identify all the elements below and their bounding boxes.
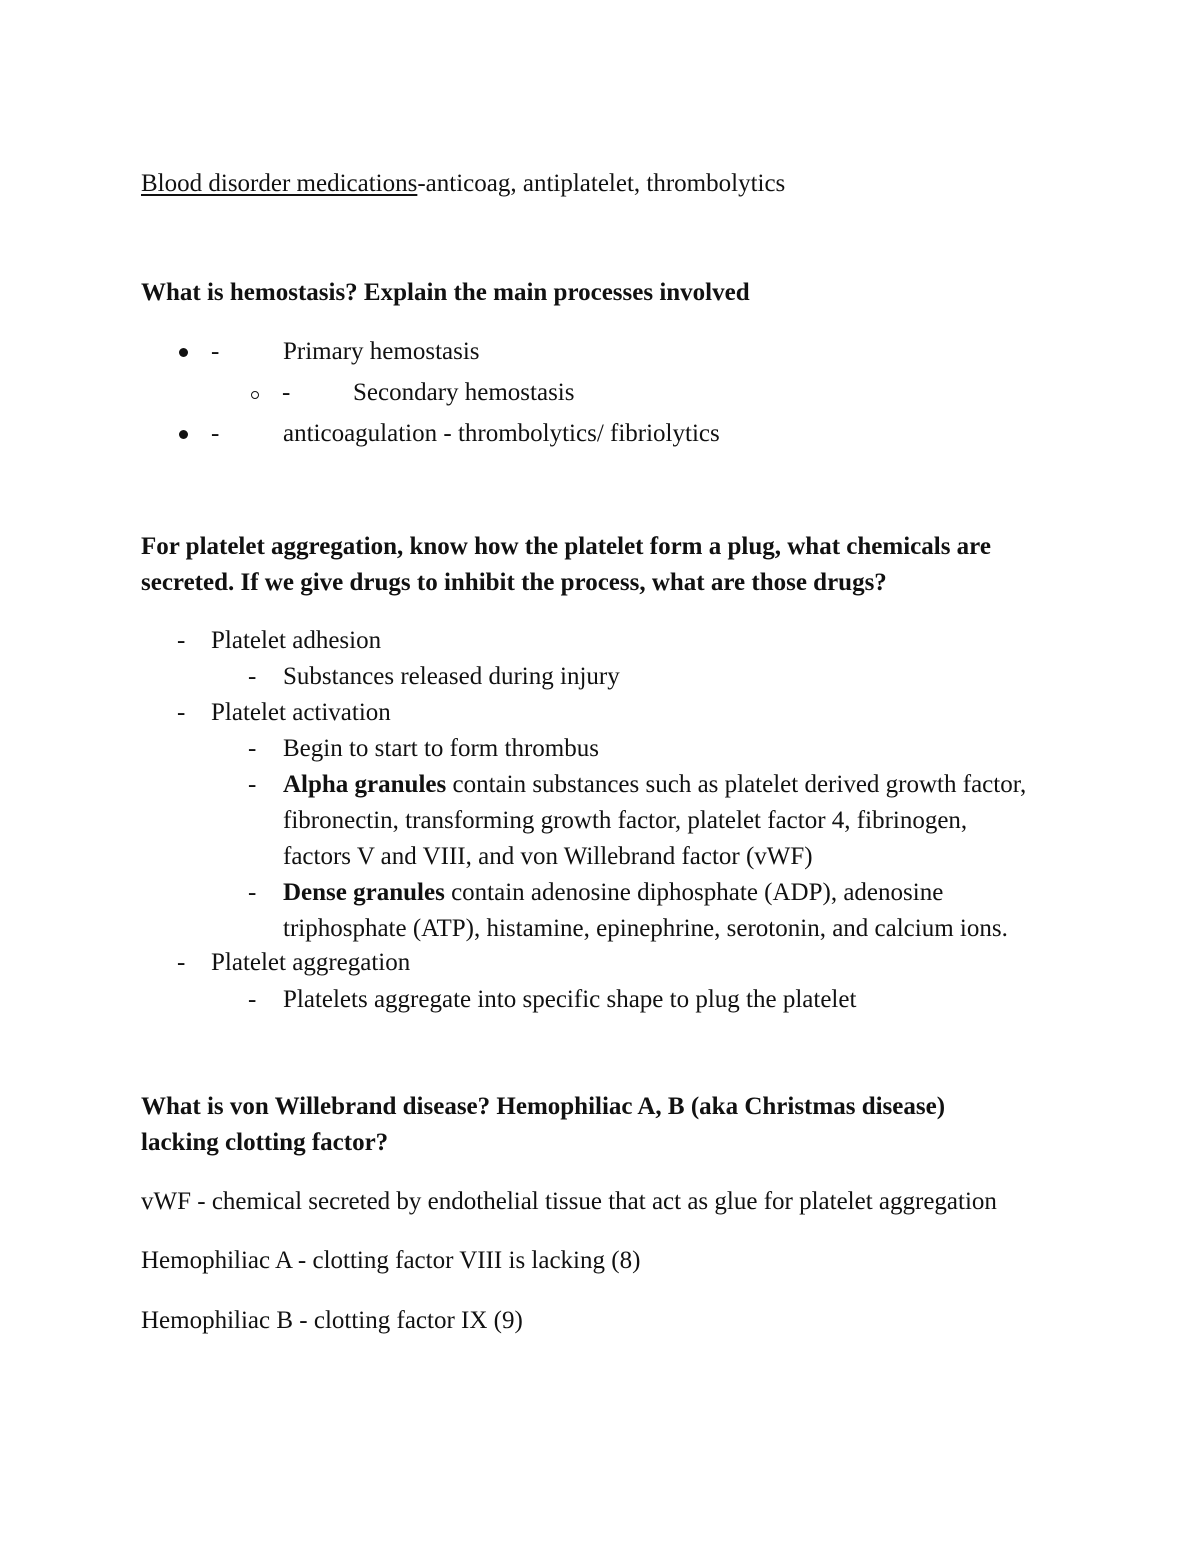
bullet-dot-icon: [179, 430, 188, 439]
dense-granules-line1: [283, 875, 943, 911]
q1-item-primary: Primary hemostasis: [283, 338, 480, 365]
dash-icon: -: [248, 735, 257, 762]
hemophiliac-b: Hemophiliac B - clotting factor IX (9): [141, 1307, 523, 1334]
alpha-granules-line3: factors V and VIII, and von Willebrand factor (vWF): [283, 843, 813, 870]
dash-icon: -: [248, 879, 257, 906]
dash-icon: -: [248, 771, 257, 798]
bullet-dot-icon: [179, 348, 188, 357]
title-underlined: Blood disorder medications: [141, 170, 418, 197]
hemophiliac-a: Hemophiliac A - clotting factor VIII is lacking (8): [141, 1247, 641, 1274]
platelet-activation: Platelet activation: [211, 699, 391, 726]
vwf-definition: vWF - chemical secreted by endothelial tissue that act as glue for platelet aggregation: [141, 1188, 997, 1215]
aggregation-sub: Platelets aggregate into specific shape to plug the platelet: [283, 986, 857, 1013]
q1-dash: -: [211, 338, 220, 365]
dash-icon: -: [177, 949, 186, 976]
dash-icon: -: [248, 663, 257, 690]
alpha-granules-text: contain substances such as platelet derived growth factor,: [446, 771, 1027, 798]
platelet-adhesion: Platelet adhesion: [211, 627, 382, 654]
dense-granules-text: contain adenosine diphosphate (ADP), adenosine: [444, 879, 944, 906]
dense-granules-line2: triphosphate (ATP), histamine, epinephrine, serotonin, and calcium ions.: [283, 915, 1008, 942]
dash-icon: -: [177, 627, 186, 654]
q1-item-anticoagulation: anticoagulation - thrombolytics/ fibriolytics: [283, 420, 720, 447]
q1-heading: What is hemostasis? Explain the main processes involved: [141, 279, 750, 306]
bullet-circle-icon: [251, 391, 259, 399]
alpha-granules-line2: fibronectin, transforming growth factor, platelet factor 4, fibrinogen,: [283, 807, 968, 834]
q1-dash: -: [211, 420, 220, 447]
q2-heading-line1: For platelet aggregation, know how the platelet form a plug, what chemicals are: [141, 533, 991, 560]
q2-heading-line2: secreted. If we give drugs to inhibit the process, what are those drugs?: [141, 569, 887, 596]
title-rest: -anticoag, antiplatelet, thrombolytics: [417, 170, 786, 197]
dense-granules-label: Dense granules: [283, 879, 445, 906]
dash-icon: -: [248, 986, 257, 1013]
alpha-granules-line1: [283, 767, 1026, 803]
alpha-granules-label: Alpha granules: [283, 771, 447, 798]
q3-heading-line2: lacking clotting factor?: [141, 1129, 389, 1156]
document-title: [141, 166, 785, 202]
adhesion-sub: Substances released during injury: [283, 663, 620, 690]
q1-dash: -: [282, 379, 291, 406]
q1-item-secondary: Secondary hemostasis: [353, 379, 575, 406]
activation-sub1: Begin to start to form thrombus: [283, 735, 599, 762]
dash-icon: -: [177, 699, 186, 726]
platelet-aggregation: Platelet aggregation: [211, 949, 411, 976]
q3-heading-line1: What is von Willebrand disease? Hemophiliac A, B (aka Christmas disease): [141, 1093, 946, 1120]
